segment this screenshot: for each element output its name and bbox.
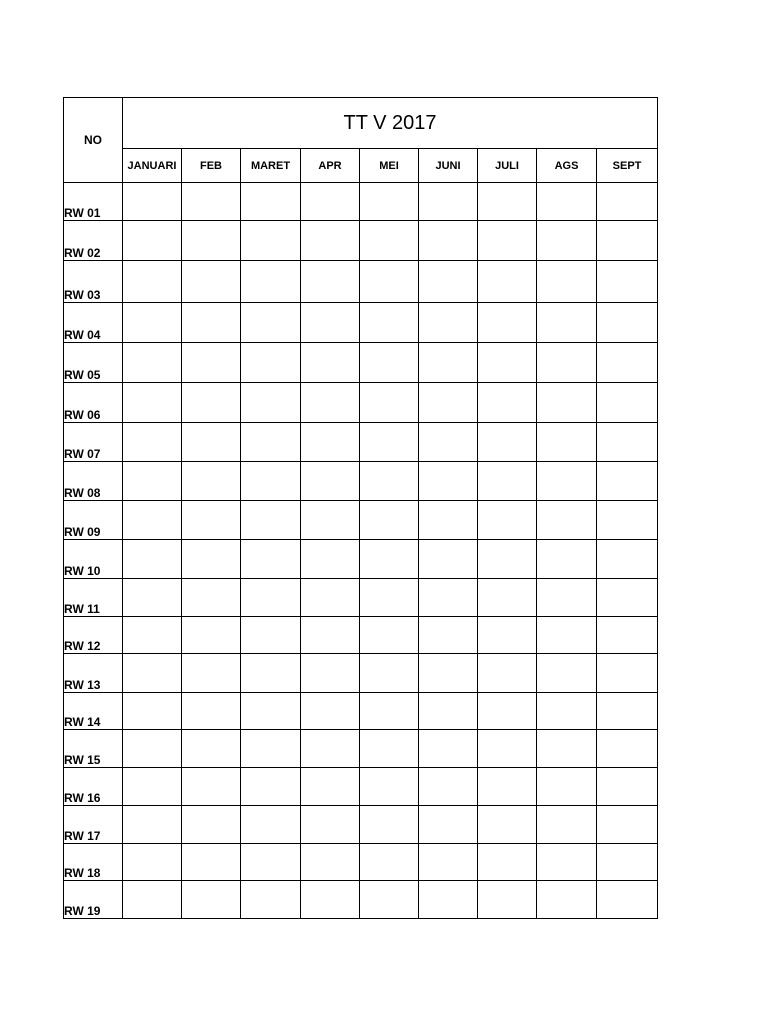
cell-juli[interactable] xyxy=(478,881,537,919)
cell-feb[interactable] xyxy=(182,579,241,617)
cell-ags[interactable] xyxy=(537,221,597,261)
cell-januari[interactable] xyxy=(123,617,182,654)
cell-maret[interactable] xyxy=(241,423,301,462)
cell-sept[interactable] xyxy=(597,730,658,768)
cell-juni[interactable] xyxy=(419,844,478,881)
cell-sept[interactable] xyxy=(597,303,658,343)
cell-ags[interactable] xyxy=(537,540,597,579)
cell-januari[interactable] xyxy=(123,221,182,261)
cell-maret[interactable] xyxy=(241,343,301,383)
cell-feb[interactable] xyxy=(182,844,241,881)
cell-januari[interactable] xyxy=(123,806,182,844)
table-row xyxy=(64,654,658,693)
cell-mei[interactable] xyxy=(360,462,419,501)
table-row xyxy=(64,501,658,540)
cell-apr[interactable] xyxy=(301,579,360,617)
cell-sept[interactable] xyxy=(597,423,658,462)
row-label: RW 13 xyxy=(64,654,123,693)
row-label: RW 02 xyxy=(64,221,123,261)
cell-juli[interactable] xyxy=(478,183,537,221)
tt-schedule-table xyxy=(63,97,658,919)
cell-juni[interactable] xyxy=(419,540,478,579)
cell-sept[interactable] xyxy=(597,844,658,881)
cell-apr[interactable] xyxy=(301,806,360,844)
cell-apr[interactable] xyxy=(301,501,360,540)
row-label: RW 08 xyxy=(64,462,123,501)
cell-maret[interactable] xyxy=(241,881,301,919)
row-label: RW 17 xyxy=(64,806,123,844)
cell-ags[interactable] xyxy=(537,806,597,844)
cell-ags[interactable] xyxy=(537,383,597,423)
cell-juni[interactable] xyxy=(419,806,478,844)
cell-ags[interactable] xyxy=(537,844,597,881)
cell-sept[interactable] xyxy=(597,343,658,383)
cell-ags[interactable] xyxy=(537,423,597,462)
cell-mei[interactable] xyxy=(360,617,419,654)
cell-feb[interactable] xyxy=(182,881,241,919)
cell-maret[interactable] xyxy=(241,540,301,579)
cell-juni[interactable] xyxy=(419,343,478,383)
month-header-januari: JANUARI xyxy=(123,149,182,183)
cell-juni[interactable] xyxy=(419,423,478,462)
cell-juni[interactable] xyxy=(419,221,478,261)
cell-maret[interactable] xyxy=(241,579,301,617)
cell-mei[interactable] xyxy=(360,423,419,462)
cell-apr[interactable] xyxy=(301,221,360,261)
cell-juli[interactable] xyxy=(478,693,537,730)
cell-feb[interactable] xyxy=(182,806,241,844)
row-label: RW 18 xyxy=(64,844,123,881)
cell-juli[interactable] xyxy=(478,383,537,423)
cell-feb[interactable] xyxy=(182,768,241,806)
cell-feb[interactable] xyxy=(182,693,241,730)
cell-sept[interactable] xyxy=(597,261,658,303)
cell-januari[interactable] xyxy=(123,693,182,730)
month-header-juli: JULI xyxy=(478,149,537,183)
cell-januari[interactable] xyxy=(123,579,182,617)
month-header-row xyxy=(64,149,658,183)
cell-apr[interactable] xyxy=(301,462,360,501)
cell-januari[interactable] xyxy=(123,881,182,919)
cell-juni[interactable] xyxy=(419,501,478,540)
row-label: RW 07 xyxy=(64,423,123,462)
cell-januari[interactable] xyxy=(123,423,182,462)
cell-sept[interactable] xyxy=(597,221,658,261)
cell-januari[interactable] xyxy=(123,730,182,768)
cell-maret[interactable] xyxy=(241,730,301,768)
cell-mei[interactable] xyxy=(360,183,419,221)
row-label: RW 06 xyxy=(64,383,123,423)
cell-januari[interactable] xyxy=(123,261,182,303)
cell-mei[interactable] xyxy=(360,261,419,303)
cell-apr[interactable] xyxy=(301,540,360,579)
table-row xyxy=(64,844,658,881)
table-row xyxy=(64,261,658,303)
cell-ags[interactable] xyxy=(537,881,597,919)
cell-feb[interactable] xyxy=(182,343,241,383)
cell-mei[interactable] xyxy=(360,303,419,343)
table-row xyxy=(64,806,658,844)
cell-feb[interactable] xyxy=(182,540,241,579)
cell-ags[interactable] xyxy=(537,261,597,303)
cell-maret[interactable] xyxy=(241,654,301,693)
cell-apr[interactable] xyxy=(301,303,360,343)
cell-ags[interactable] xyxy=(537,462,597,501)
cell-mei[interactable] xyxy=(360,221,419,261)
cell-mei[interactable] xyxy=(360,579,419,617)
cell-maret[interactable] xyxy=(241,383,301,423)
cell-sept[interactable] xyxy=(597,693,658,730)
cell-juni[interactable] xyxy=(419,261,478,303)
cell-juni[interactable] xyxy=(419,768,478,806)
cell-januari[interactable] xyxy=(123,540,182,579)
cell-ags[interactable] xyxy=(537,654,597,693)
cell-juli[interactable] xyxy=(478,617,537,654)
cell-januari[interactable] xyxy=(123,844,182,881)
cell-juni[interactable] xyxy=(419,654,478,693)
cell-apr[interactable] xyxy=(301,423,360,462)
cell-maret[interactable] xyxy=(241,221,301,261)
cell-feb[interactable] xyxy=(182,221,241,261)
month-header-feb: FEB xyxy=(182,149,241,183)
cell-mei[interactable] xyxy=(360,768,419,806)
cell-apr[interactable] xyxy=(301,844,360,881)
row-label: RW 14 xyxy=(64,693,123,730)
cell-juni[interactable] xyxy=(419,383,478,423)
cell-apr[interactable] xyxy=(301,693,360,730)
cell-maret[interactable] xyxy=(241,462,301,501)
cell-mei[interactable] xyxy=(360,806,419,844)
title-row xyxy=(64,98,658,149)
cell-apr[interactable] xyxy=(301,654,360,693)
cell-sept[interactable] xyxy=(597,617,658,654)
no-header: NO xyxy=(64,98,123,183)
month-header-maret: MARET xyxy=(241,149,301,183)
row-label: RW 12 xyxy=(64,617,123,654)
row-label: RW 16 xyxy=(64,768,123,806)
cell-januari[interactable] xyxy=(123,462,182,501)
cell-januari[interactable] xyxy=(123,183,182,221)
row-label: RW 05 xyxy=(64,343,123,383)
cell-apr[interactable] xyxy=(301,383,360,423)
spreadsheet-page xyxy=(63,97,657,919)
cell-ags[interactable] xyxy=(537,730,597,768)
cell-maret[interactable] xyxy=(241,617,301,654)
cell-maret[interactable] xyxy=(241,303,301,343)
cell-juni[interactable] xyxy=(419,579,478,617)
cell-juli[interactable] xyxy=(478,462,537,501)
cell-januari[interactable] xyxy=(123,654,182,693)
table-title: TT V 2017 xyxy=(123,98,658,149)
table-row xyxy=(64,730,658,768)
cell-feb[interactable] xyxy=(182,383,241,423)
table-row xyxy=(64,423,658,462)
cell-juli[interactable] xyxy=(478,303,537,343)
cell-feb[interactable] xyxy=(182,617,241,654)
row-label: RW 15 xyxy=(64,730,123,768)
month-header-ags: AGS xyxy=(537,149,597,183)
cell-juli[interactable] xyxy=(478,844,537,881)
cell-feb[interactable] xyxy=(182,303,241,343)
table-row xyxy=(64,462,658,501)
cell-mei[interactable] xyxy=(360,844,419,881)
cell-feb[interactable] xyxy=(182,183,241,221)
row-label: RW 09 xyxy=(64,501,123,540)
table-row xyxy=(64,303,658,343)
cell-juli[interactable] xyxy=(478,261,537,303)
month-header-sept: SEPT xyxy=(597,149,658,183)
cell-juli[interactable] xyxy=(478,423,537,462)
cell-feb[interactable] xyxy=(182,654,241,693)
table-row xyxy=(64,383,658,423)
cell-mei[interactable] xyxy=(360,501,419,540)
table-row xyxy=(64,768,658,806)
table-row xyxy=(64,221,658,261)
cell-feb[interactable] xyxy=(182,462,241,501)
cell-juli[interactable] xyxy=(478,579,537,617)
cell-ags[interactable] xyxy=(537,579,597,617)
cell-ags[interactable] xyxy=(537,617,597,654)
cell-ags[interactable] xyxy=(537,303,597,343)
cell-ags[interactable] xyxy=(537,343,597,383)
cell-januari[interactable] xyxy=(123,303,182,343)
cell-juni[interactable] xyxy=(419,730,478,768)
table-row xyxy=(64,617,658,654)
table-row xyxy=(64,881,658,919)
cell-sept[interactable] xyxy=(597,579,658,617)
cell-juli[interactable] xyxy=(478,730,537,768)
cell-maret[interactable] xyxy=(241,693,301,730)
row-label: RW 01 xyxy=(64,183,123,221)
cell-juli[interactable] xyxy=(478,540,537,579)
cell-apr[interactable] xyxy=(301,183,360,221)
cell-juni[interactable] xyxy=(419,617,478,654)
row-label: RW 11 xyxy=(64,579,123,617)
cell-sept[interactable] xyxy=(597,383,658,423)
cell-sept[interactable] xyxy=(597,654,658,693)
cell-maret[interactable] xyxy=(241,261,301,303)
table-row xyxy=(64,693,658,730)
cell-januari[interactable] xyxy=(123,383,182,423)
cell-juli[interactable] xyxy=(478,654,537,693)
cell-ags[interactable] xyxy=(537,693,597,730)
table-body xyxy=(64,183,658,919)
cell-maret[interactable] xyxy=(241,501,301,540)
cell-apr[interactable] xyxy=(301,881,360,919)
cell-feb[interactable] xyxy=(182,423,241,462)
cell-mei[interactable] xyxy=(360,693,419,730)
cell-feb[interactable] xyxy=(182,730,241,768)
cell-maret[interactable] xyxy=(241,768,301,806)
cell-apr[interactable] xyxy=(301,617,360,654)
table-row xyxy=(64,343,658,383)
table-row xyxy=(64,579,658,617)
cell-feb[interactable] xyxy=(182,261,241,303)
cell-apr[interactable] xyxy=(301,768,360,806)
cell-januari[interactable] xyxy=(123,768,182,806)
cell-mei[interactable] xyxy=(360,383,419,423)
cell-mei[interactable] xyxy=(360,343,419,383)
cell-ags[interactable] xyxy=(537,501,597,540)
cell-sept[interactable] xyxy=(597,183,658,221)
cell-sept[interactable] xyxy=(597,462,658,501)
cell-juli[interactable] xyxy=(478,221,537,261)
cell-mei[interactable] xyxy=(360,730,419,768)
month-header-juni: JUNI xyxy=(419,149,478,183)
cell-apr[interactable] xyxy=(301,343,360,383)
cell-sept[interactable] xyxy=(597,806,658,844)
cell-feb[interactable] xyxy=(182,501,241,540)
cell-sept[interactable] xyxy=(597,768,658,806)
cell-ags[interactable] xyxy=(537,768,597,806)
cell-juli[interactable] xyxy=(478,501,537,540)
cell-maret[interactable] xyxy=(241,844,301,881)
cell-mei[interactable] xyxy=(360,881,419,919)
month-header-apr: APR xyxy=(301,149,360,183)
cell-sept[interactable] xyxy=(597,881,658,919)
table-row xyxy=(64,183,658,221)
cell-juli[interactable] xyxy=(478,806,537,844)
cell-mei[interactable] xyxy=(360,540,419,579)
cell-juni[interactable] xyxy=(419,303,478,343)
cell-juli[interactable] xyxy=(478,768,537,806)
cell-juni[interactable] xyxy=(419,462,478,501)
cell-juni[interactable] xyxy=(419,881,478,919)
cell-apr[interactable] xyxy=(301,730,360,768)
cell-mei[interactable] xyxy=(360,654,419,693)
cell-sept[interactable] xyxy=(597,540,658,579)
row-label: RW 04 xyxy=(64,303,123,343)
cell-sept[interactable] xyxy=(597,501,658,540)
cell-juni[interactable] xyxy=(419,693,478,730)
cell-juli[interactable] xyxy=(478,343,537,383)
month-header-mei: MEI xyxy=(360,149,419,183)
row-label: RW 03 xyxy=(64,261,123,303)
table-row xyxy=(64,540,658,579)
cell-ags[interactable] xyxy=(537,183,597,221)
cell-juni[interactable] xyxy=(419,183,478,221)
row-label: RW 10 xyxy=(64,540,123,579)
cell-januari[interactable] xyxy=(123,343,182,383)
cell-maret[interactable] xyxy=(241,806,301,844)
cell-januari[interactable] xyxy=(123,501,182,540)
cell-maret[interactable] xyxy=(241,183,301,221)
cell-apr[interactable] xyxy=(301,261,360,303)
row-label: RW 19 xyxy=(64,881,123,919)
